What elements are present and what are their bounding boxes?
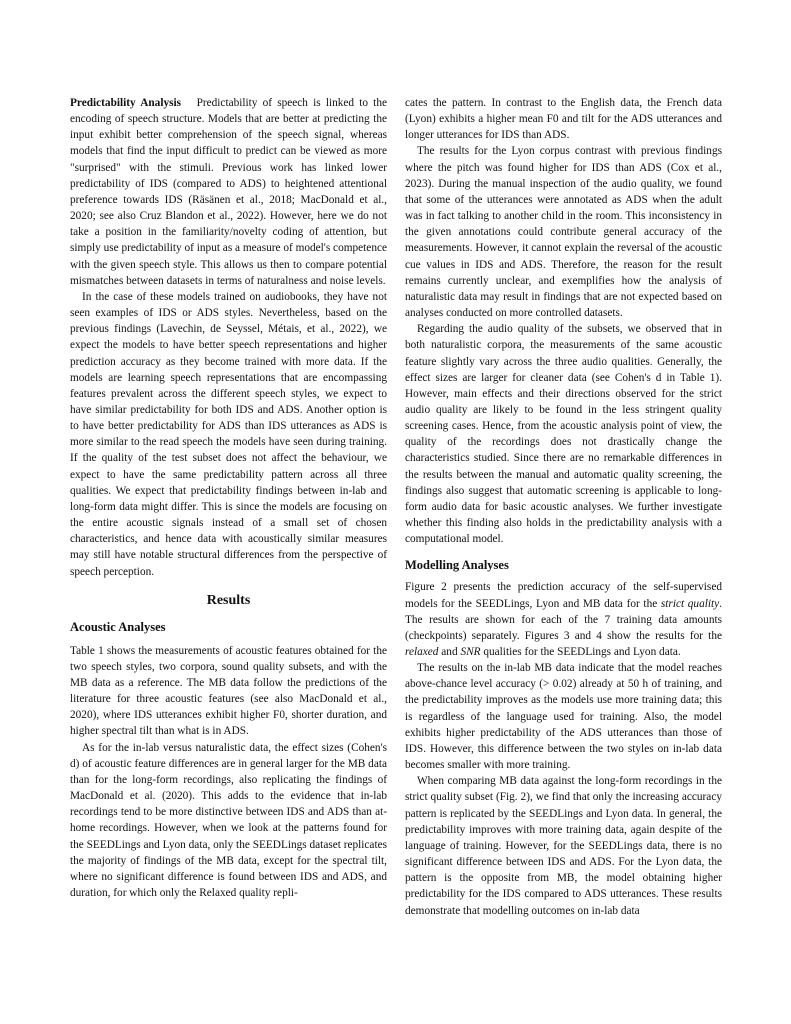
text-run: . The results are shown for each of the 7 training data amounts (checkpoints) separately. Figures 3 and 4 show the results for the	[405, 597, 722, 642]
emphasis: relaxed	[405, 646, 439, 658]
text-run: Figure 2 presents the prediction accuracy of the self-supervised models for the SEEDLings, Lyon and MB data for the	[405, 581, 722, 610]
paragraph: The results on the in-lab MB data indicate that the model reaches above-chance level accuracy (> 0.02) already at 50 h of training, and the predictability improves as the models use more training data; this is regardless of the language used for training. Also, the model exhibits higher predictability of the ADS utterances than those of IDS. However, this difference between the two styles on in-lab data becomes smaller with more training.	[405, 662, 722, 772]
paragraph: cates the pattern. In contrast to the English data, the French data (Lyon) exhibits a higher mean F0 and tilt for the ADS utterances and longer utterances for IDS than ADS.	[405, 97, 722, 142]
paragraph	[70, 95, 387, 289]
right-column	[405, 95, 722, 919]
paragraph	[405, 579, 722, 660]
acoustic-analyses-heading: Acoustic Analyses	[70, 619, 166, 634]
paragraph: Table 1 shows the measurements of acoustic features obtained for the two speech styles, two corpora, sound quality subsets, and with the MB data as a reference. The MB data follow the predictions of the literature for three acoustic features (see also MacDonald et al., 2020), where IDS utterances exhibit higher F0, shorter duration, and higher spectral tilt than what is in ADS.	[70, 644, 387, 738]
left-column	[70, 95, 387, 901]
paragraph: As for the in-lab versus naturalistic data, the effect sizes (Cohen's d) of acoustic feature differences are in general larger for the MB data than for the long-form recordings, also replicating the findings of MacDonald et al. (2020). This adds to the evidence that in-lab recordings tend to be more distinctive between IDS and ADS than at-home recordings. However, when we look at the patterns found for the SEEDLings and Lyon data, only the SEEDLings dataset replicates the majority of findings of the MB data, except for the spectral tilt, where no significant difference is found between IDS and ADS, and duration, for which only the Relaxed quality repli-	[70, 741, 387, 900]
results-heading: Results	[206, 592, 251, 608]
paragraph-text: Predictability of speech is linked to the encoding of speech structure. Models that are better at predicting the input exhibit better comprehension of the speech signal, whereas models that find the input difficult to predict can be viewed as more "surprised" with the stimuli. Previous work has linked lower predictability of IDS (compared to ADS) to heightened attentional preference towards IDS (Räsänen et al., 2018; MacDonald et al., 2020; see also Cruz Blandon et al., 2022). However, here we do not take a position in the familiarity/novelty coding of attention, but simply use predictability of input as a measure of model's competence with the given speech style. This allows us then to compare potential mismatches between datasets in terms of naturalness and noise levels.	[70, 97, 388, 287]
modelling-analyses-heading: Modelling Analyses	[405, 558, 509, 573]
paragraph: In the case of these models trained on audiobooks, they have not seen examples of IDS or ADS styles. Nevertheless, based on the previous findings (Lavechin, de Seyssel, Métais, et al., 2022), we expect the models to have better speech representations and higher prediction accuracy as they become trained with more data. If the models are learning speech representations that are encompassing features prevalent across the different speech styles, we expect to have similar predictability for both IDS and ADS. Another option is to have better predictability for ADS than IDS utterances as ADS is more similar to the read speech the models have seen during training. If the quality of the test subset does not affect the behaviour, we expect to have the same predictability pattern across all three qualities. We expect that predictability findings between in-lab and long-form data might differ. This is since the models are focusing on the entire acoustic signals instead of a small set of chosen characteristics, and hence data with acoustically similar measures may still have notable structural differences from the perspective of speech perception.	[70, 290, 387, 578]
paragraph: Regarding the audio quality of the subsets, we observed that in both naturalistic corpora, the measurements of the same acoustic feature slightly vary across the three audio qualities. Generally, the effect sizes are larger for cleaner data (see Cohen's d in Table 1). However, main effects and their directions observed for the strict audio quality are likely to be found in the less stringent quality screening cases. Hence, from the acoustic analysis point of view, the quality of the recordings does not drastically change the characteristics studied. Since there are no remarkable differences in the results between the manual and automatic quality screening, the findings also suggest that automatic screening is applicable to long-form audio data for basic acoustic analyses. We further investigate whether this finding also holds in the predictability analysis with a computational model.	[405, 323, 722, 546]
text-run: qualities for the SEEDLings and Lyon data.	[480, 646, 681, 658]
paragraph: When comparing MB data against the long-form recordings in the strict quality subset (Fig. 2), we find that only the increasing accuracy pattern is replicated by the SEEDLings and Lyon data. In general, the predictability improves with more training data, again despite of the language of training. However, for the SEEDLings data, there is no significant difference between IDS and ADS. For the Lyon data, the pattern is the opposite from MB, the model obtaining higher predictability for the IDS compared to ADS utterances. These results demonstrate that modelling outcomes on in-lab data	[405, 775, 722, 917]
emphasis: SNR	[460, 646, 481, 658]
predictability-heading: Predictability Analysis	[70, 97, 182, 109]
paragraph: The results for the Lyon corpus contrast with previous findings where the pitch was found higher for IDS than ADS (Cox et al., 2023). During the manual inspection of the audio quality, we found that some of the utterances were annotated as ADS when the adult was in fact talking to another child in the room. This inconsistency in the given annotations could contribute general accuracy of the measurements. However, it cannot explain the reversal of the acoustic cue values in IDS and ADS. Therefore, the reason for the result remains currently unclear, and exemplifies how the analysis of naturalistic data may result in findings that are not expected based on analyses conducted on more controlled datasets.	[405, 145, 722, 320]
text-run: and	[438, 646, 461, 658]
emphasis: strict quality	[660, 597, 720, 610]
